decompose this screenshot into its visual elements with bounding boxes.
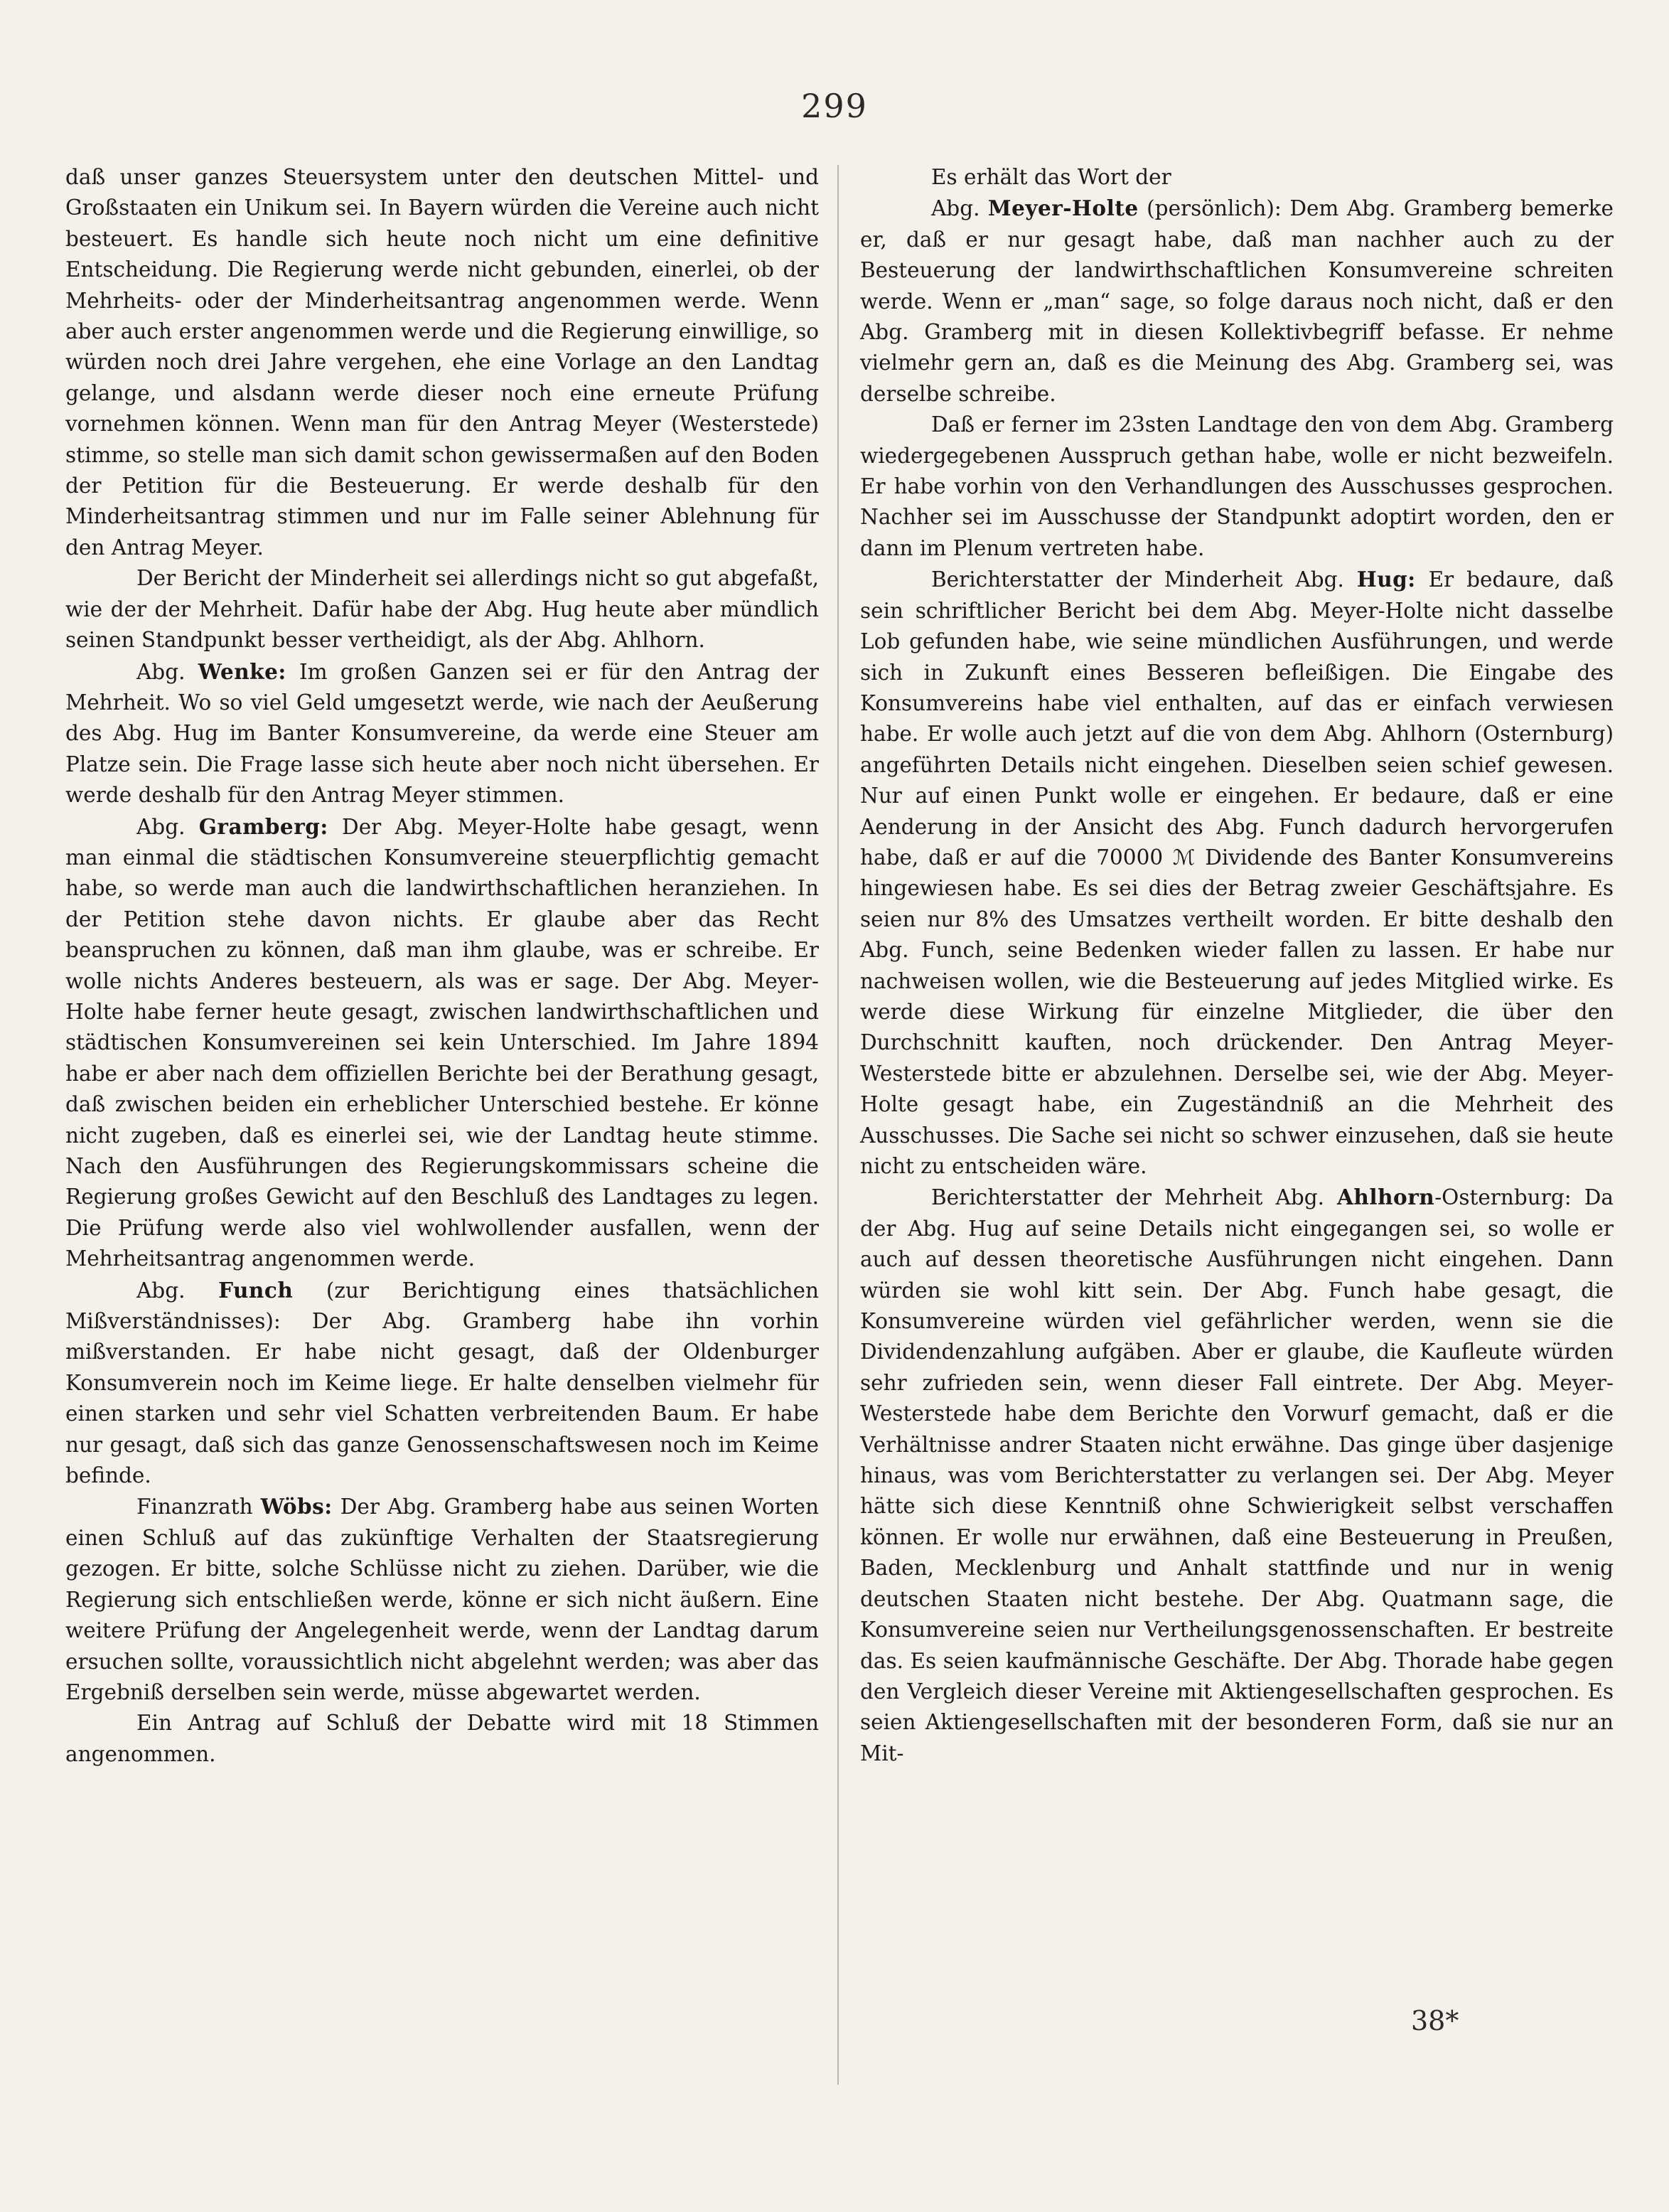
paragraph [65, 1275, 819, 1492]
speech-text: (zur Berichtigung eines thatsächlichen Mißverständnisses): Der Abg. Gramberg habe ihn vorhin mißverstanden. Er habe nicht gesagt, daß der Oldenburger Konsumverein noch im Keime liege. Er halte denselben vielmehr für einen starken und sehr viel Schatten verbreitenden Baum. Er habe nur gesagt, daß sich das ganze Genossenschaftswesen noch im Keime befinde. [65, 1278, 819, 1488]
paragraph [65, 811, 819, 1275]
speaker-name: Gramberg: [198, 813, 328, 839]
speaker-name: Ahlhorn [1337, 1185, 1435, 1210]
speaker-title: Berichterstatter der Minderheit Abg. [931, 567, 1344, 592]
right-column [860, 162, 1614, 1769]
signature-mark: 38* [1411, 2005, 1459, 2036]
speaker-name: Hug: [1356, 567, 1416, 592]
paragraph: Es erhält das Wort der [931, 165, 1171, 189]
column-divider [837, 165, 839, 2085]
paragraph [860, 1182, 1614, 1769]
speaker-title: Abg. [136, 814, 186, 839]
paragraph [65, 1491, 819, 1708]
speaker-title: Finanzrath [136, 1495, 253, 1519]
speech-text: (persönlich): Dem Abg. Gramberg bemerke er, daß er nur gesagt habe, daß man nachher auch zu der Besteuerung der landwirthschaftlichen Konsumvereine schreiten werde. Wenn er „man“ sage, so folge daraus noch nicht, daß er den Abg. Gramberg mit in diesen Kollektivbegriff befasse. Er nehme vielmehr gern an, daß es die Meinung des Abg. Gramberg sei, was derselbe schreibe. [860, 196, 1614, 406]
speech-text: Der Abg. Gramberg habe aus seinen Worten einen Schluß auf das zukünftige Verhalten der Staatsregierung gezogen. Er bitte, solche Schlüsse nicht zu ziehen. Darüber, wie die Regierung sich entschließen werde, könne er sich nicht äußern. Eine weitere Prüfung der Angelegenheit werde, wenn der Landtag darum ersuchen sollte, voraussichtlich nicht abgelehnt werden; was aber das Ergebniß derselben sein werde, müsse abgewartet werden. [65, 1495, 819, 1704]
paragraph [860, 193, 1614, 410]
speaker-title: Abg. [931, 196, 980, 221]
speaker-title: Abg. [136, 1278, 186, 1303]
paragraph [860, 564, 1614, 1182]
page-number: 299 [801, 87, 868, 125]
left-column [65, 162, 819, 1770]
speech-text: Im großen Ganzen sei er für den Antrag der Mehrheit. Wo so viel Geld umgesetzt werde, wie nach der Aeußerung des Abg. Hug im Banter Konsumvereine, da werde eine Steuer am Platze sein. Die Frage lasse sich heute aber noch nicht übersehen. Er werde deshalb für den Antrag Meyer stimmen. [65, 659, 819, 808]
speech-text: -Osternburg: Da der Abg. Hug auf seine Details nicht eingegangen sei, so wolle er auch auf dessen theoretische Ausführungen nicht eingehen. Dann würden sie wohl kitt sein. Der Abg. Funch habe gesagt, die Konsumvereine würden viel gefährlicher werden, wenn sie die Dividendenzahlung aufgäben. Aber er glaube, die Kaufleute würden sehr zufrieden sein, wenn dieser Fall eintrete. Der Abg. Meyer-Westerstede habe dem Berichte den Vorwurf gemacht, daß er die Verhältnisse andrer Staaten nicht erwähne. Das ginge über dasjenige hinaus, was vom Berichterstatter zu verlangen sei. Der Abg. Meyer hätte sich diese Kenntniß ohne Schwierigkeit selbst verschaffen können. Er wolle nur erwähnen, daß eine Besteuerung in Preußen, Baden, Mecklenburg und Anhalt stattfinde und nur in wenig deutschen Staaten nicht bestehe. Der Abg. Quatmann sage, die Konsumvereine seien nur Vertheilungsgenossenschaften. Er bestreite das. Es seien kaufmännische Geschäfte. Der Abg. Thorade habe gegen den Vergleich dieser Vereine mit Aktiengesellschaften gesprochen. Es seien Aktiengesellschaften mit der besonderen Form, daß sie nur an Mit- [860, 1185, 1614, 1765]
speaker-title: Abg. [136, 659, 186, 684]
paragraph: Der Bericht der Minderheit sei allerdings nicht so gut abgefaßt, wie der der Mehrheit. Dafür habe der Abg. Hug heute aber mündlich seinen Standpunkt besser vertheidigt, als der Abg. Ahlhorn. [65, 566, 819, 653]
speaker-name: Wöbs: [260, 1494, 333, 1519]
speaker-name: Funch [218, 1277, 294, 1303]
paragraph [65, 656, 819, 811]
speech-text: Er bedaure, daß sein schriftlicher Bericht bei dem Abg. Meyer-Holte nicht dasselbe Lob gefunden habe, wie seine mündlichen Ausführungen, und werde sich in Zukunft eines Besseren befleißigen. Die Eingabe des Konsumvereins habe viel enthalten, auf das er einfach verwiesen habe. Er wolle auch jetzt auf die von dem Abg. Ahlhorn (Osternburg) angeführten Details nicht eingehen. Dieselben seien schief gewesen. Nur auf einen Punkt wolle er eingehen. Er bedaure, daß er eine Aenderung in der Ansicht des Abg. Funch dadurch hervorgerufen habe, daß er auf die 70000 ℳ Dividende des Banter Konsumvereins hingewiesen habe. Es sei dies der Betrag zweier Geschäftsjahre. Es seien nur 8% des Umsatzes vertheilt worden. Er bitte deshalb den Abg. Funch, seine Bedenken wieder fallen zu lassen. Er habe nur nachweisen wollen, wie die Besteuerung auf jedes Mitglied wirke. Es werde diese Wirkung für einzelne Mitglieder, die über den Durchschnitt kauften, noch drückender. Den Antrag Meyer-Westerstede bitte er abzulehnen. Derselbe sei, wie der Abg. Meyer-Holte gesagt habe, ein Zugeständniß an die Mehrheit des Ausschusses. Die Sache sei nicht so schwer einzusehen, daß sie heute nicht zu entscheiden wäre. [860, 567, 1614, 1178]
paragraph: daß unser ganzes Steuersystem unter den deutschen Mittel- und Großstaaten ein Unikum sei. In Bayern würden die Vereine auch nicht besteuert. Es handle sich heute noch nicht um eine definitive Entscheidung. Die Regierung werde nicht gebunden, einerlei, ob der Mehrheits- oder der Minderheitsantrag angenommen werde. Wenn aber auch erster angenommen werde und die Regierung einwillige, so würden noch drei Jahre vergehen, ehe eine Vorlage an den Landtag gelange, und alsdann werde dieser noch eine erneute Prüfung vornehmen können. Wenn man für den Antrag Meyer (Westerstede) stimme, so stelle man sich damit schon gewissermaßen auf den Boden der Petition für die Besteuerung. Er werde deshalb für den Minderheitsantrag stimmen und nur im Falle seiner Ablehnung für den Antrag Meyer. [65, 165, 819, 560]
paragraph: Daß er ferner im 23sten Landtage den von dem Abg. Gramberg wiedergegebenen Ausspruch gethan habe, wolle er nicht bezweifeln. Er habe vorhin von den Verhandlungen des Ausschusses gesprochen. Nachher sei im Ausschusse der Standpunkt adoptirt worden, den er dann im Plenum vertreten habe. [860, 412, 1614, 560]
speech-text: Der Abg. Meyer-Holte habe gesagt, wenn man einmal die städtischen Konsumvereine steuerpflichtig gemacht habe, so werde man auch die landwirthschaftlichen heranziehen. In der Petition stehe davon nichts. Er glaube aber das Recht beanspruchen zu können, daß man ihm glaube, was er schreibe. Er wolle nichts Anderes besteuern, als was er sage. Der Abg. Meyer-Holte habe ferner heute gesagt, zwischen landwirthschaftlichen und städtischen Konsumvereinen sei kein Unterschied. Im Jahre 1894 habe er aber nach dem offiziellen Berichte bei der Berathung gesagt, daß zwischen beiden ein erheblicher Unterschied bestehe. Er könne nicht zugeben, daß es einerlei sei, wie der Landtag heute stimme. Nach den Ausführungen des Regierungskommissars scheine die Regierung großes Gewicht auf den Beschluß des Landtages zu legen. Die Prüfung werde also viel wohlwollender ausfallen, wenn der Mehrheitsantrag angenommen werde. [65, 814, 819, 1271]
speaker-title: Berichterstatter der Mehrheit Abg. [931, 1185, 1324, 1210]
paragraph: Ein Antrag auf Schluß der Debatte wird mit 18 Stimmen angenommen. [65, 1711, 819, 1766]
speaker-name: Wenke: [198, 658, 286, 684]
speaker-name: Meyer-Holte [987, 196, 1139, 221]
